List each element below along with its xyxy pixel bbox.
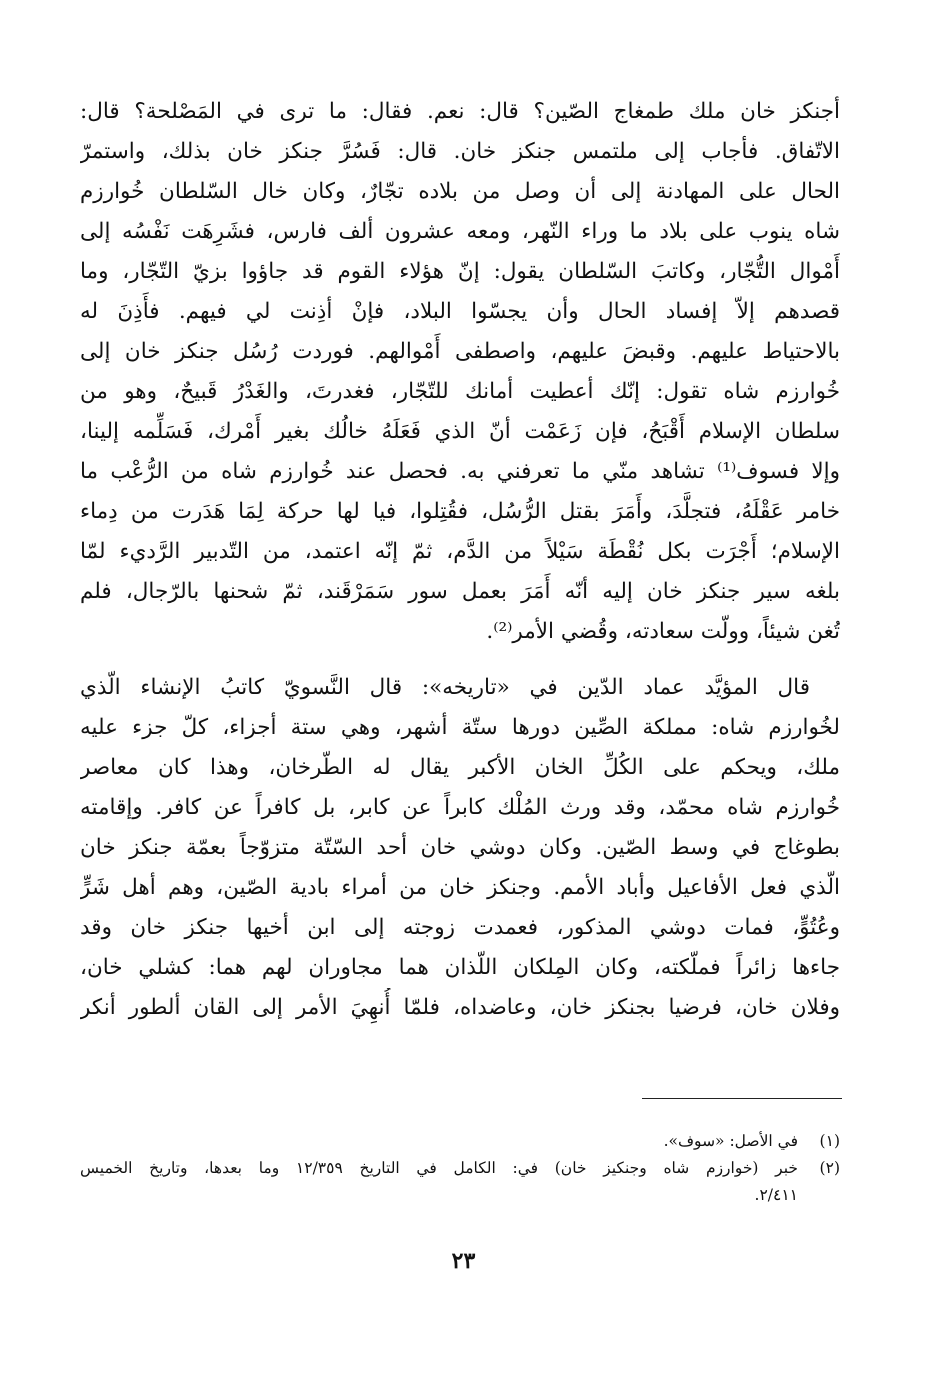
paragraph-2 [80,668,840,1028]
text-line: بلغه سير جنكز خان إليه أنّه أَمَرَ بعمل سور سَمَرْقَند، ثمّ شحنها بالرّجال، فلم [80,579,840,604]
footnotes [80,1128,840,1209]
text-line: بطوغاج في وسط الصّين. وكان دوشي خان أحد السّتّة متزوّجاً بعمّة جنكز خان [80,835,840,860]
text-line: لخُوارزم شاه: مملكة الصِّين دورها ستّة أشهر، وهي ستة أجزاء، كلّ جزء عليه [80,715,840,740]
text-line: شاه ينوب على بلاد ما وراء النّهر، ومعه عشرون ألف فارس، فشَرِهَت نَفْسُه إلى [80,219,840,244]
text-line: قال المؤيَّد عماد الدّين في «تاريخه»: قال النَّسويّ كاتبُ الإنشاء الّذي [80,675,810,700]
paragraph-1 [80,92,840,652]
text-line: أَمْوال التُّجّار، وكاتبَ السّلطان يقول: إنّ هؤلاء القوم قد جاؤوا بزيّ التّجّار، وما [80,259,840,284]
page-number: ٢٣ [451,1248,476,1274]
text-line: وإلا فسوف⁽¹⁾ تشاهد منّي ما تعرفني به. فحصل عند خُوارزم شاه من الرُّعْب ما [80,459,840,484]
footnote-divider [642,1098,842,1099]
text-line: قصدهم إلاّ إفساد الحال وأن يجسّوا البلاد، فإنْ أذِنت لي فيهم. فأَذِنَ له [80,299,840,324]
text-line: سلطان الإسلام أَقْبَحُ، فإن زَعَمْت أنّ الذي فَعَلَهُ خالُك بغير أَمْرك، فَسَلِّمه إلينا، [80,419,840,444]
footnote-1 [80,1128,840,1155]
footnote-2 [80,1155,840,1182]
text-line: تُغن شيئاً، وولّت سعادته، وقُضي الأمر⁽²⁾. [486,619,840,644]
text-line: خامر عَقْلَهُ، فتجلَّدَ، وأَمَرَ بقتل الرُّسُل، فقُتِلوا، فيا لها حركة لِمَا هَدَرت من دِماء [80,499,840,524]
text-line: وعُتُوٍّ، فمات دوشي المذكور، فعمدت زوجته إلى ابن أخيها جنكز خان وقد [80,915,840,940]
text-line: أجنكز خان ملك طمغاج الصّين؟ قال: نعم. فقال: ما ترى في المَصْلحة؟ قال: [80,99,840,124]
text-line: جاءها زائراً فملّكته، وكان المِلكان اللّذان هما مجاوران لهم هما: كشلي خان، [80,955,840,980]
text-line: الّذي فعل الأفاعيل وأباد الأمم. وجنكز خان من أمراء بادية الصّين، وهم أهل شَرٍّ [80,875,840,900]
text-line: الإسلام؛ أَجْرَت بكل نُقْطَة سَيْلاً من الدَّم، ثمّ إنّه اعتمد، من التّدبير الرَّديء لمّا [80,539,840,564]
text-line: ملك، ويحكم على الكُلِّ الخان الأكبر يقال له الطّرخان، وهذا كان معاصر [80,755,840,780]
text-line: الاتّفاق. فأجاب إلى ملتمس جنكز خان. قال: فَسُرَّ جنكز خان بذلك، واستمرّ [80,139,840,164]
text-line: الحال على المهادنة إلى أن وصل من بلاده تجّارٌ، وكان خال السّلطان خُوارزم [80,179,840,204]
text-line: خُوارزم شاه تقول: إنّك أعطيت أمانك للتّجّار، فغدرتَ، والغَدْرُ قَبيحٌ، وهو من [80,379,840,404]
footnote-text: خبر (خوارزم شاه وجنكيز خان) في: الكامل في التاريخ ١٢/٣٥٩ وما بعدها، وتاريخ الخميس [80,1159,798,1177]
text-line: خُوارزم شاه محمّد، وقد ورث المُلْك كابراً عن كابر، بل كافراً عن كافر. وإقامته [80,795,840,820]
main-text [80,92,840,1028]
text-line: وفلان خان، فرضيا بجنكز خان، وعاضداه، فلمّا أُنهِيَ الأمر إلى القان ألطور أنكر [80,995,840,1020]
footnote-text: في الأصل: «سوف». [663,1132,798,1150]
text-line: بالاحتياط عليهم. وقبضَ عليهم، واصطفى أَمْوالهم. فوردت رُسُل جنكز خان إلى [80,339,840,364]
footnote-number: (٢) [819,1159,840,1177]
footnote-2-continuation: ٢/٤١١. [754,1186,798,1204]
footnote-number: (١) [819,1132,840,1150]
paragraph-gap [80,652,840,668]
